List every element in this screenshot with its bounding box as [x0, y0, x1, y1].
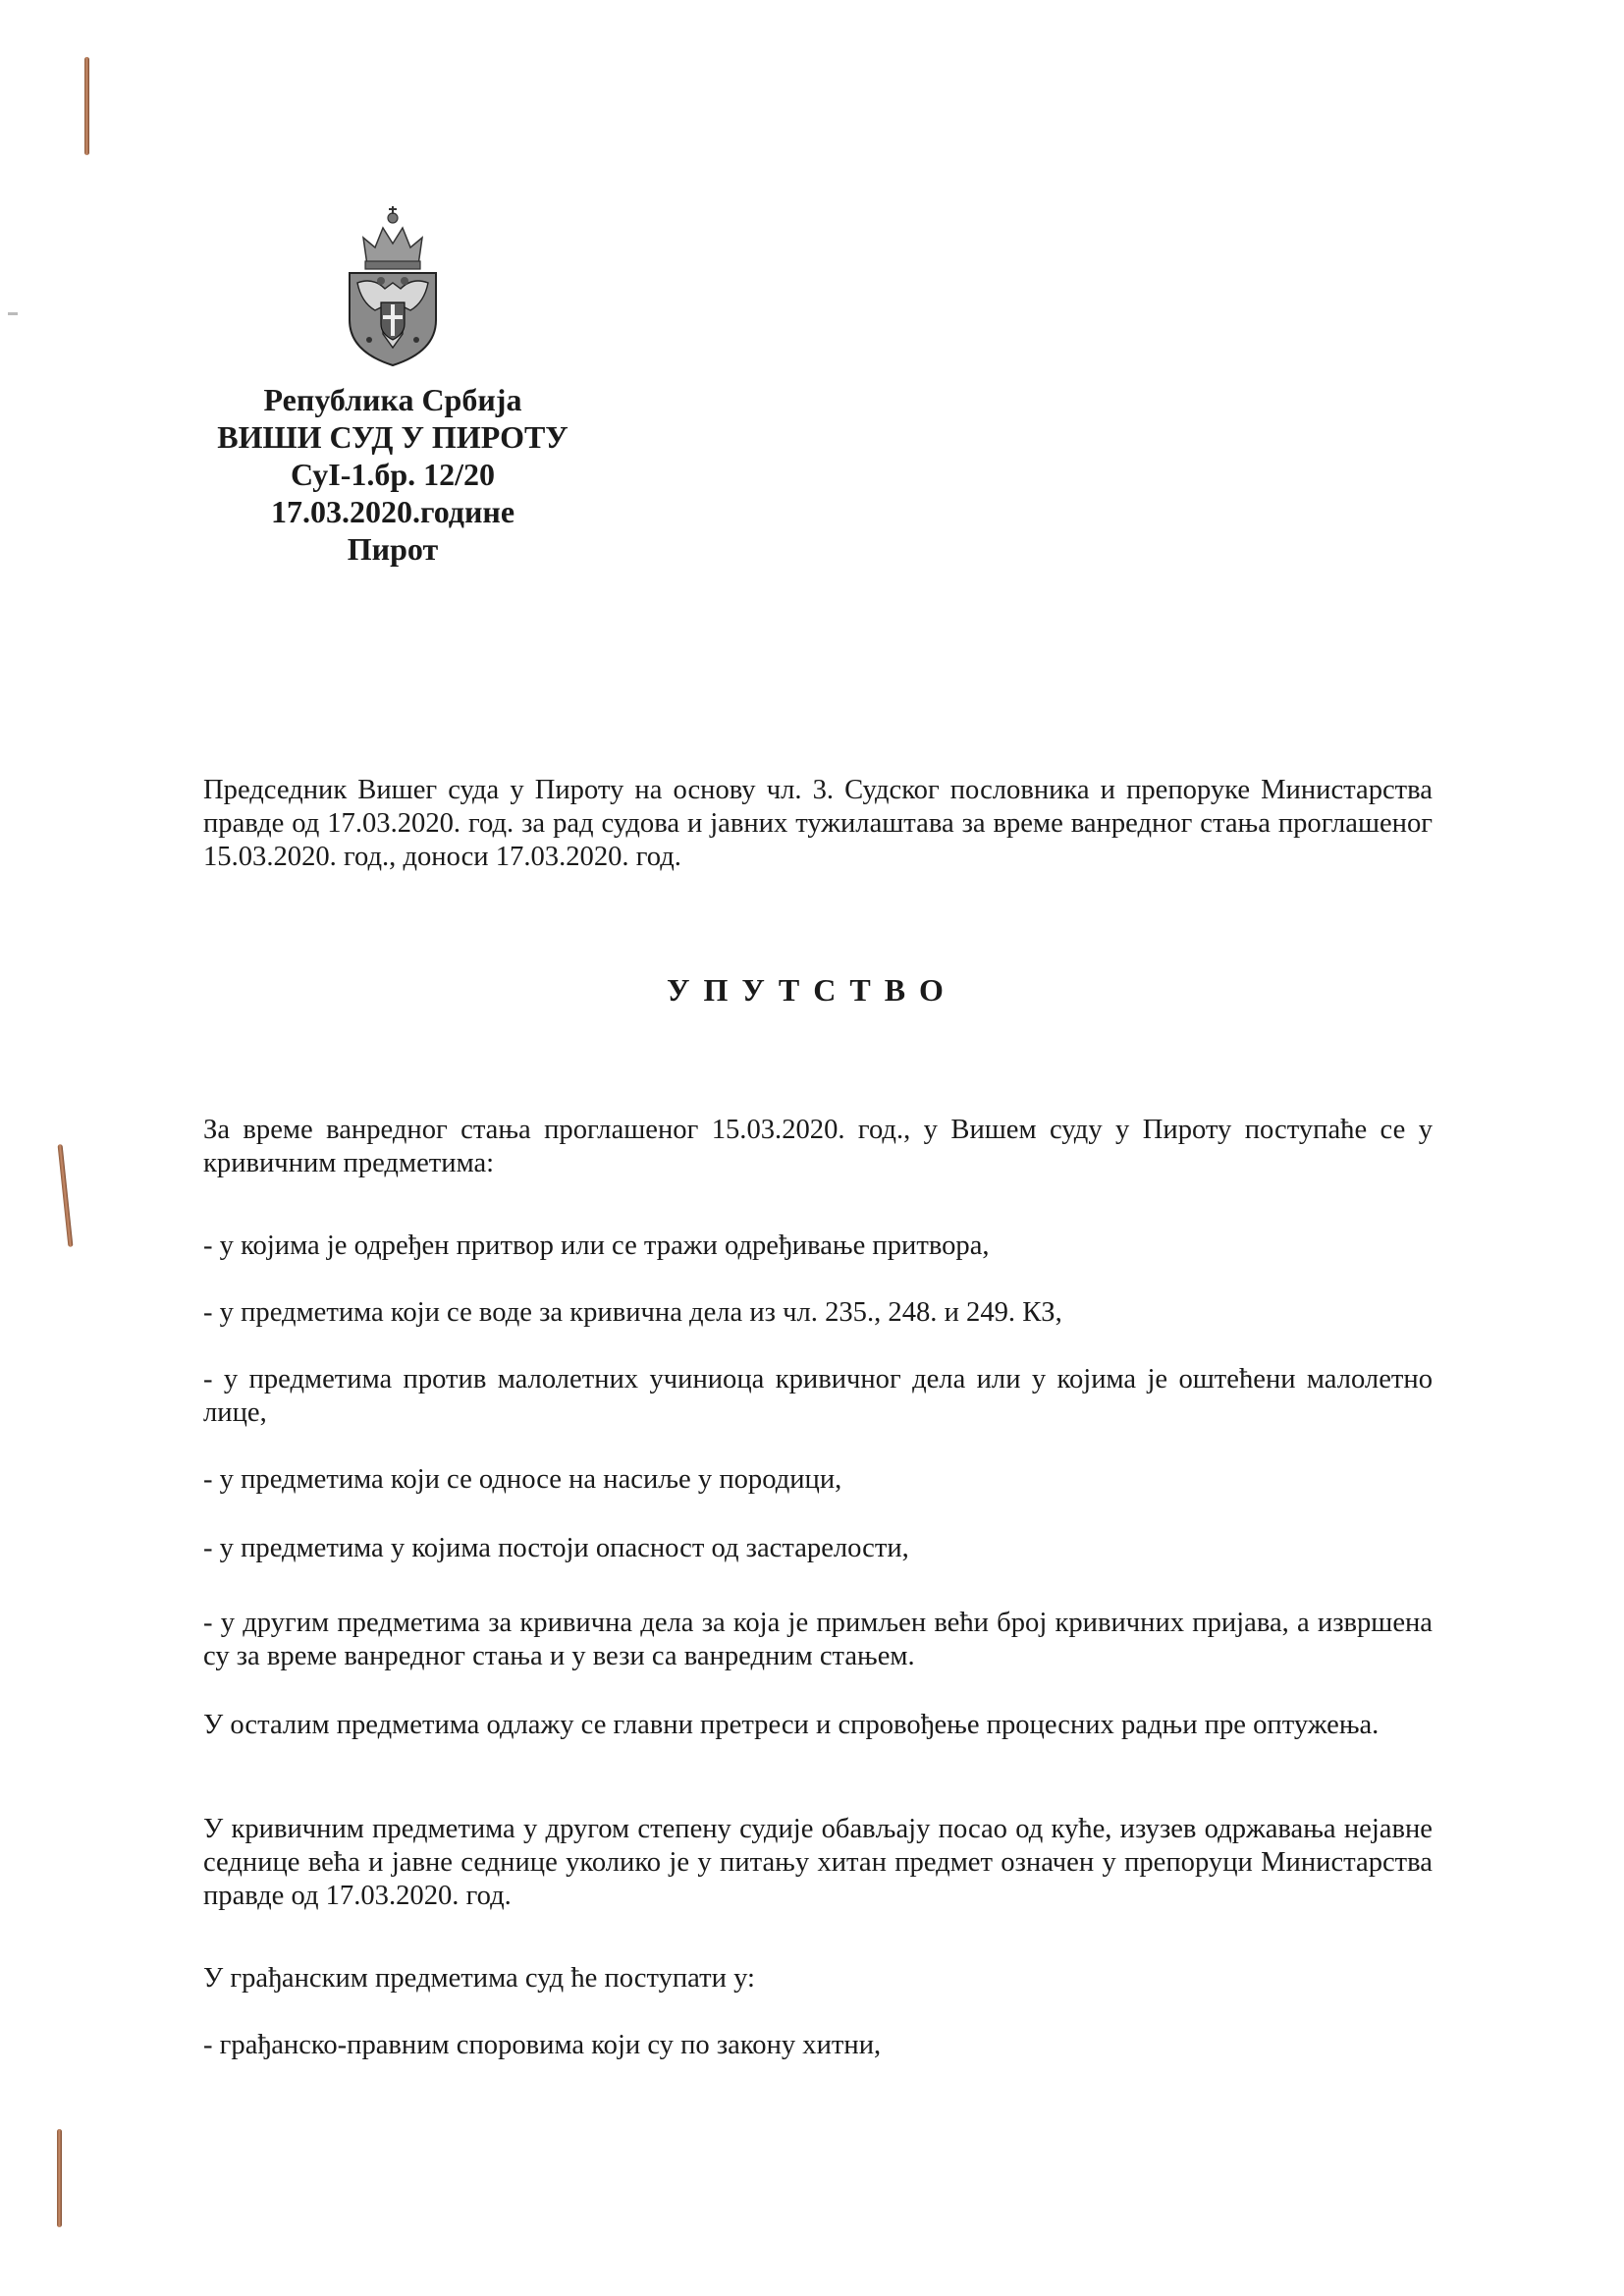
list-item: - у предметима који се воде за кривична дела из чл. 235., 248. и 249. КЗ,	[203, 1297, 1062, 1328]
body-paragraph: У кривичним предметима у другом степену судије обављају посао од куће, изузев одржавања нејавне седнице већа и јавне седнице уколико је у питању хитан предмет означен у препоруци Министарства правде од 17.03.2020. год.	[203, 1814, 1433, 1911]
staple-mark	[58, 1144, 74, 1247]
staple-mark	[57, 2129, 62, 2227]
staple-mark	[84, 57, 89, 155]
list-item: - грађанско-правним споровима који су по закону хитни,	[203, 2030, 882, 2060]
city-name: Пирот	[347, 531, 439, 567]
list-item: - у којима је одређен притвор или се тражи одређивање притвора,	[203, 1230, 990, 1261]
intro-paragraph: Председник Вишег суда у Пироту на основу чл. 3. Судског пословника и препоруке Министарства правде од 17.03.2020. год. за рад судова и јавних тужилаштава за време ванредног стања проглашеног 15.03.2020. год., доноси 17.03.2020. год.	[203, 775, 1433, 872]
list-item: - у предметима против малолетних учиниоца кривичног дела или у којима је оштећени малолетно лице,	[203, 1364, 1433, 1428]
body-paragraph: У осталим предметима одлажу се главни претреси и спровођење процесних радњи пре оптужења.	[203, 1710, 1380, 1740]
list-item: - у предметима који се односе на насиље у породици,	[203, 1464, 842, 1495]
body-paragraph: У грађанским предметима суд ће поступати у:	[203, 1963, 755, 1994]
scan-edge-mark	[8, 312, 18, 315]
court-name: ВИШИ СУД У ПИРОТУ	[217, 419, 568, 455]
coat-of-arms-icon	[346, 204, 440, 367]
list-item: - у предметима у којима постоји опасност од застарелости,	[203, 1533, 909, 1563]
document-header	[196, 381, 589, 568]
body-paragraph: За време ванредног стања проглашеног 15.03.2020. год., у Вишем суду у Пироту поступаће се у кривичним предметима:	[203, 1115, 1433, 1178]
document-date: 17.03.2020.године	[270, 494, 515, 529]
list-item: - у другим предметима за кривична дела за која је примљен већи број кривичних пријава, а извршена су за време ванредног стања и у вези са ванредним стањем.	[203, 1608, 1433, 1671]
country-name: Република Србија	[263, 382, 522, 417]
case-number: СуI-1.бр. 12/20	[290, 457, 496, 492]
document-title: УПУТСТВО	[667, 972, 957, 1008]
